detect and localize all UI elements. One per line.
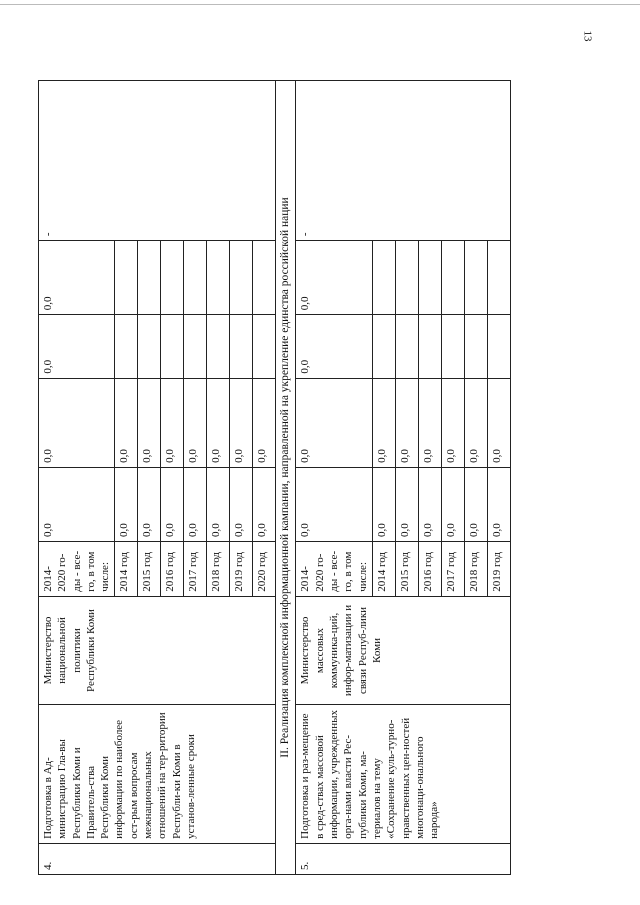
period-label: 2014-2020 го-ды - все-го, в том числе: xyxy=(296,541,372,596)
year-value: 0,0 xyxy=(418,378,441,467)
rotated-table-stage xyxy=(38,80,578,875)
year-empty xyxy=(372,241,395,315)
year-empty xyxy=(418,241,441,315)
year-empty xyxy=(418,315,441,378)
table-row xyxy=(39,81,115,875)
year-value: 0,0 xyxy=(395,467,418,541)
year-label: 2019 год xyxy=(230,541,253,596)
year-empty xyxy=(395,315,418,378)
year-value: 0,0 xyxy=(487,467,510,541)
year-value: 0,0 xyxy=(115,378,138,467)
result-dash: - xyxy=(39,81,276,241)
total-value: 0,0 xyxy=(39,315,115,378)
total-value: 0,0 xyxy=(39,241,115,315)
row-number: 4. xyxy=(39,843,276,874)
year-empty xyxy=(138,315,161,378)
activity-description: Подготовка и раз-мещение в сред-ствах массовой информации, учрежденных орга-нами власти Рес-публики Коми, ма-териалов на тему «Сохранение куль-турно-нравственных цен-ностей многонаци-онального народа» xyxy=(296,705,510,844)
year-label: 2017 год xyxy=(441,541,464,596)
year-empty xyxy=(253,315,276,378)
activity-description: Подготовка в Ад-министрацию Гла-вы Республики Коми и Правитель-ства Республики Коми информации по наиболее ост-рым вопросам межнациональных отношений на тер-ритории Республи-ки Коми в установ-ленные сроки xyxy=(39,705,276,844)
year-label: 2019 год xyxy=(487,541,510,596)
year-label: 2018 год xyxy=(207,541,230,596)
year-empty xyxy=(207,315,230,378)
year-value: 0,0 xyxy=(184,378,207,467)
year-empty xyxy=(161,315,184,378)
total-value: 0,0 xyxy=(296,467,372,541)
period-label: 2014-2020 го-ды - все-го, в том числе: xyxy=(39,541,115,596)
section-title: II. Реализация комплексной информационной кампании, направленной на укрепление единства российской нации xyxy=(276,81,296,875)
year-label: 2015 год xyxy=(138,541,161,596)
year-value: 0,0 xyxy=(253,378,276,467)
year-empty xyxy=(487,241,510,315)
year-value: 0,0 xyxy=(230,378,253,467)
program-table xyxy=(38,80,511,875)
year-label: 2016 год xyxy=(418,541,441,596)
year-label: 2020 год xyxy=(253,541,276,596)
year-label: 2017 год xyxy=(184,541,207,596)
result-dash: - xyxy=(296,81,510,241)
year-empty xyxy=(372,315,395,378)
year-value: 0,0 xyxy=(115,467,138,541)
year-value: 0,0 xyxy=(253,467,276,541)
year-empty xyxy=(441,241,464,315)
total-value: 0,0 xyxy=(39,467,115,541)
year-label: 2015 год xyxy=(395,541,418,596)
year-value: 0,0 xyxy=(230,467,253,541)
table-row xyxy=(296,81,372,875)
year-empty xyxy=(207,241,230,315)
year-value: 0,0 xyxy=(184,467,207,541)
total-value: 0,0 xyxy=(296,241,372,315)
page-number: 13 xyxy=(581,30,594,42)
year-value: 0,0 xyxy=(161,378,184,467)
year-value: 0,0 xyxy=(207,467,230,541)
year-empty xyxy=(230,315,253,378)
year-label: 2018 год xyxy=(464,541,487,596)
year-value: 0,0 xyxy=(464,378,487,467)
year-empty xyxy=(487,315,510,378)
year-value: 0,0 xyxy=(207,378,230,467)
year-value: 0,0 xyxy=(487,378,510,467)
year-value: 0,0 xyxy=(441,378,464,467)
section-row xyxy=(276,81,296,875)
year-label: 2016 год xyxy=(161,541,184,596)
total-value: 0,0 xyxy=(296,315,372,378)
year-label: 2014 год xyxy=(372,541,395,596)
year-value: 0,0 xyxy=(464,467,487,541)
year-empty xyxy=(115,315,138,378)
year-empty xyxy=(464,241,487,315)
year-value: 0,0 xyxy=(441,467,464,541)
year-empty xyxy=(138,241,161,315)
top-border-line xyxy=(0,4,640,5)
executor-name: Министерство национальной политики Республики Коми xyxy=(39,596,276,705)
year-empty xyxy=(464,315,487,378)
year-empty xyxy=(184,241,207,315)
executor-name: Министерство массовых коммуника-ций, инфор-матизации и связи Респуб-лики Коми xyxy=(296,596,510,705)
year-value: 0,0 xyxy=(138,467,161,541)
year-empty xyxy=(161,241,184,315)
year-empty xyxy=(184,315,207,378)
year-empty xyxy=(395,241,418,315)
year-label: 2014 год xyxy=(115,541,138,596)
year-value: 0,0 xyxy=(372,378,395,467)
year-value: 0,0 xyxy=(418,467,441,541)
total-value: 0,0 xyxy=(296,378,372,467)
year-empty xyxy=(230,241,253,315)
year-empty xyxy=(441,315,464,378)
year-value: 0,0 xyxy=(138,378,161,467)
total-value: 0,0 xyxy=(39,378,115,467)
year-value: 0,0 xyxy=(372,467,395,541)
year-value: 0,0 xyxy=(161,467,184,541)
year-empty xyxy=(115,241,138,315)
row-number: 5. xyxy=(296,843,510,874)
year-value: 0,0 xyxy=(395,378,418,467)
year-empty xyxy=(253,241,276,315)
